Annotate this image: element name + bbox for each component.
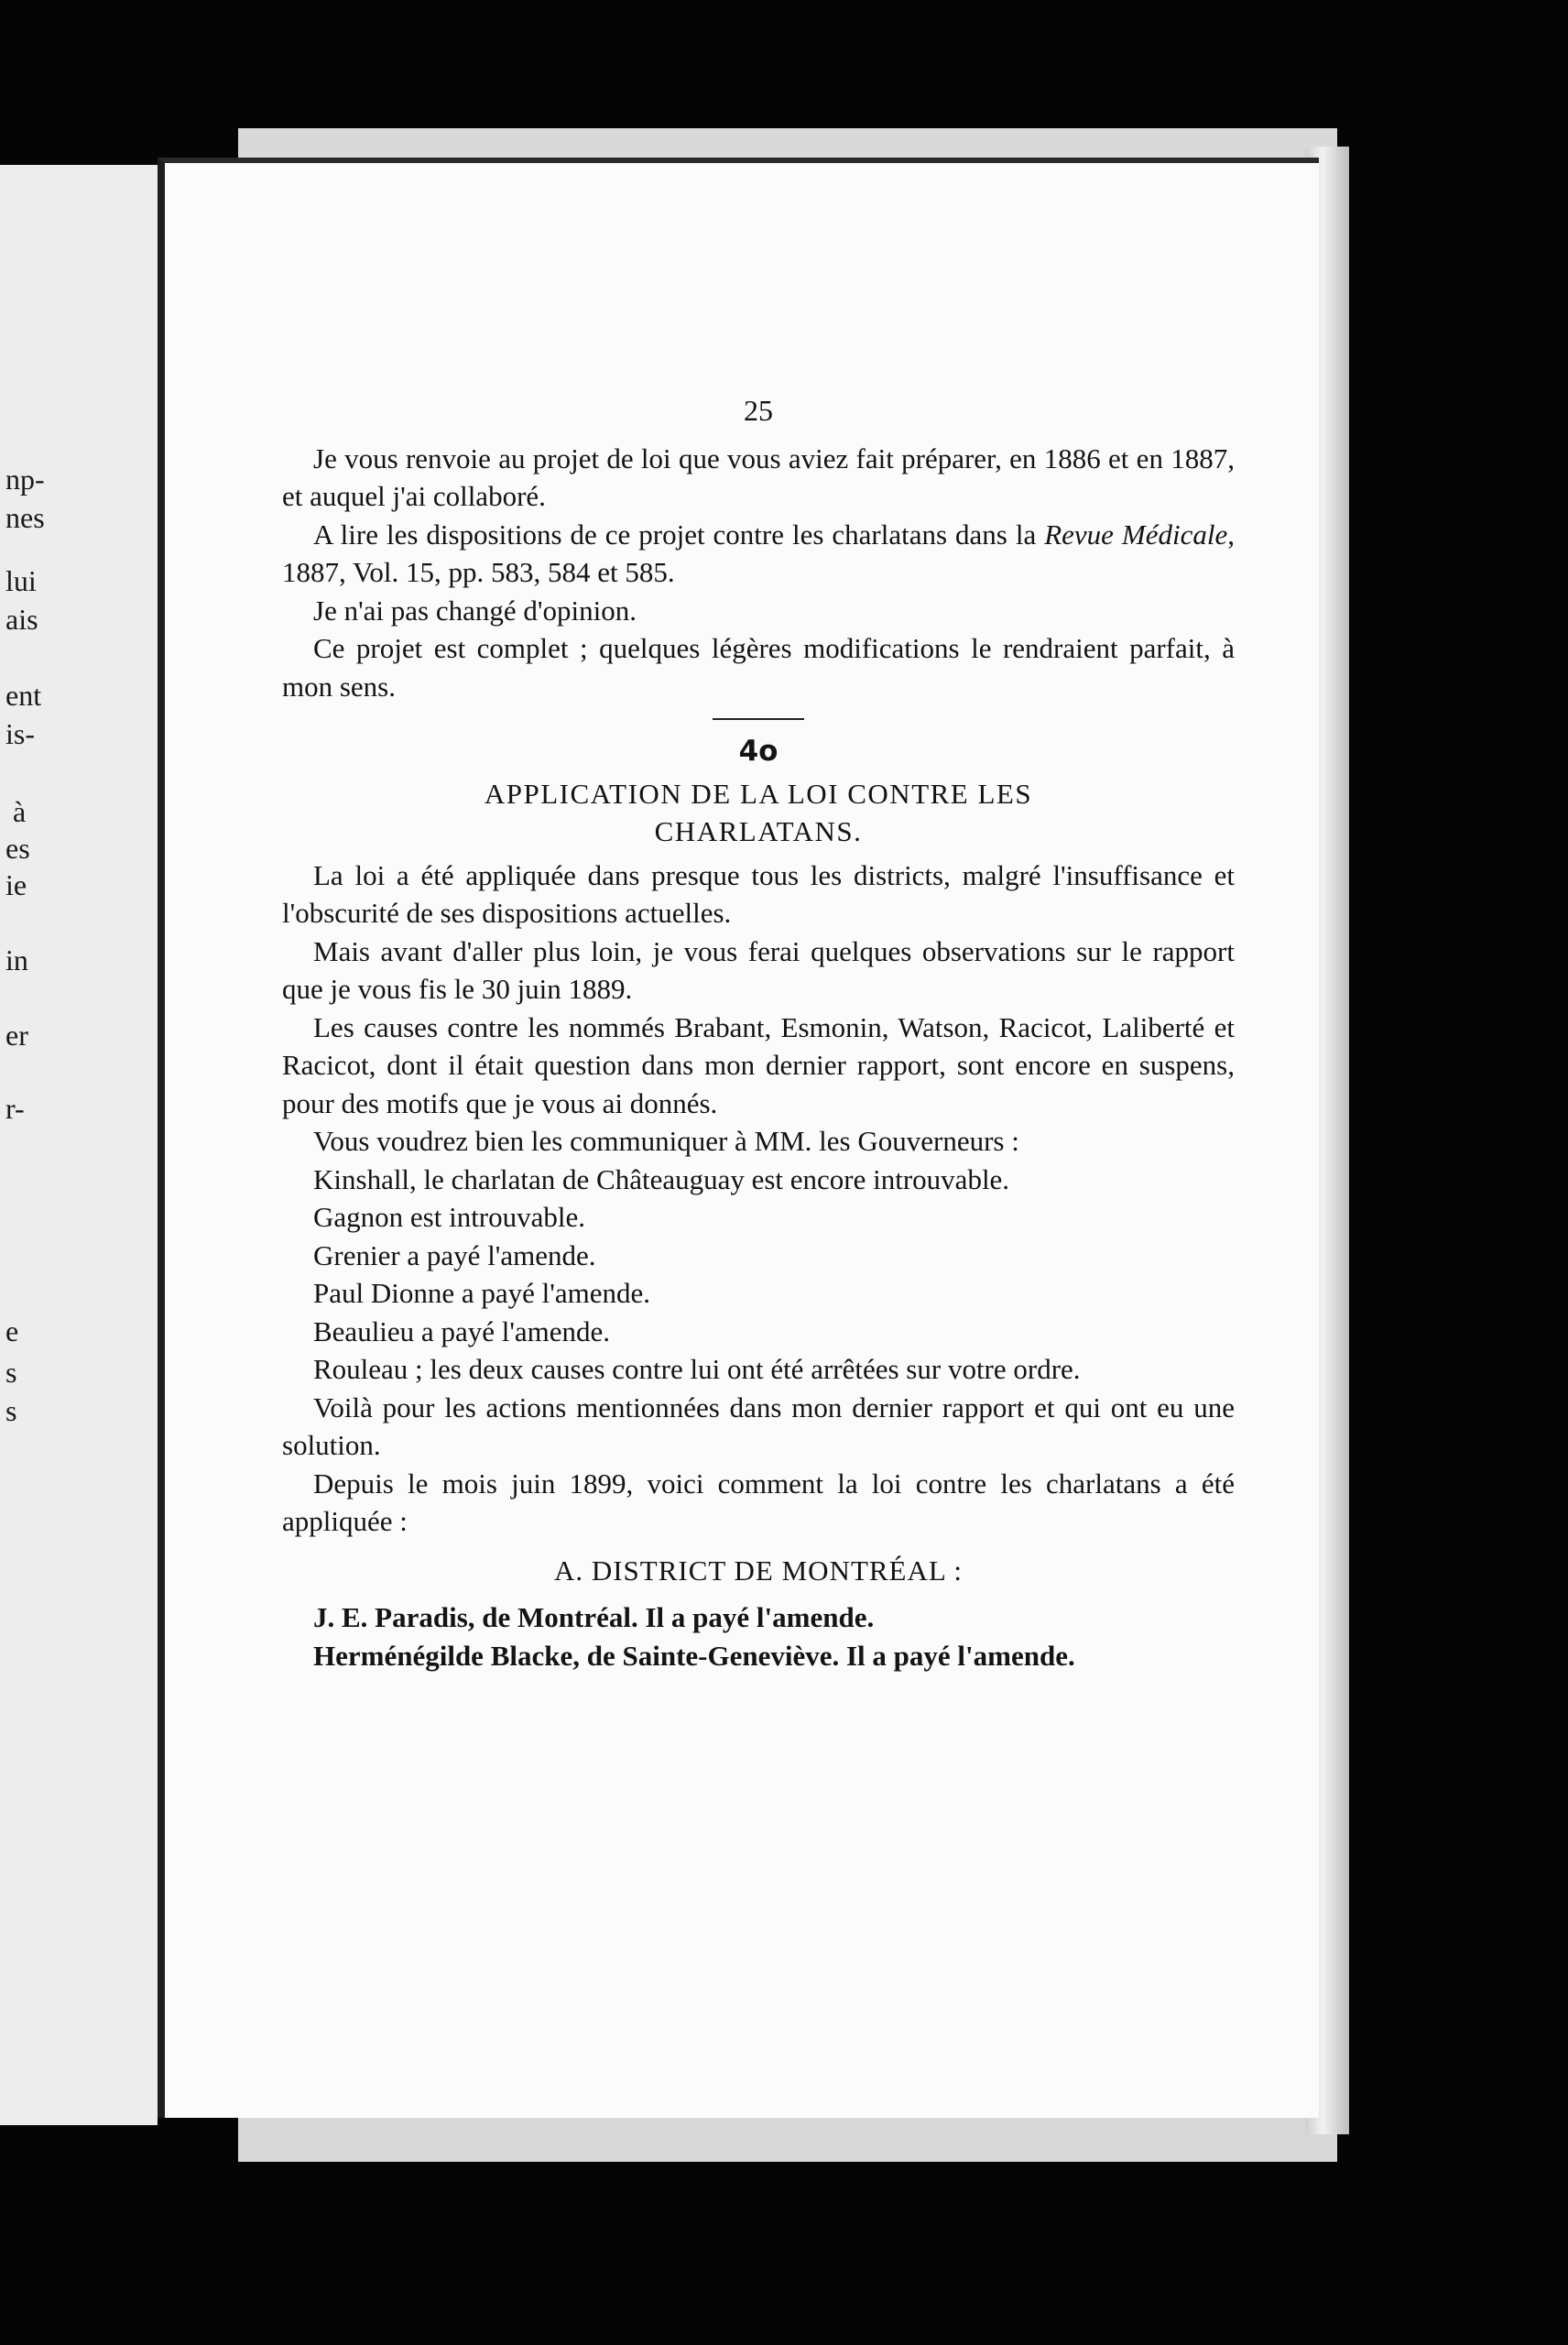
- paragraph: Depuis le mois juin 1899, voici comment la loi contre les charlatans a été appliquée :: [282, 1467, 1235, 1537]
- paragraph: Vous voudrez bien les communiquer à MM. les Gouverneurs :: [313, 1125, 1019, 1157]
- paragraph: Ce projet est complet ; quelques légères modifications le rendraient parfait, à mon sens.: [282, 632, 1235, 703]
- section-title-line: CHARLATANS.: [654, 815, 863, 847]
- fragment: er: [5, 1019, 28, 1052]
- paragraph: Kinshall, le charlatan de Châteauguay est encore introuvable.: [313, 1162, 1010, 1195]
- fragment: es: [5, 832, 30, 865]
- text-run: , 1887, Vol. 15, pp. 583, 584 et 585.: [282, 518, 1235, 588]
- paragraph: Rouleau ; les deux causes contre lui ont été arrêtées sur votre ordre.: [313, 1353, 1081, 1385]
- fragment: s: [5, 1394, 17, 1427]
- fragment: ie: [5, 868, 27, 901]
- page-text: [282, 392, 1235, 1674]
- journal-title: Revue Médicale: [1044, 518, 1228, 551]
- fragment: nes: [5, 501, 45, 534]
- page-number: 25: [744, 394, 773, 427]
- paragraph: Mais avant d'aller plus loin, je vous ferai quelques observations sur le rapport que je vous fis le 30 juin 1889.: [282, 934, 1235, 1005]
- paragraph: Gagnon est introuvable.: [313, 1201, 586, 1233]
- paragraph: Beaulieu a payé l'amende.: [313, 1314, 611, 1347]
- fragment: à: [13, 795, 27, 828]
- fragment: np-: [5, 463, 45, 496]
- paragraph: [282, 516, 1235, 592]
- fragment: e: [5, 1314, 19, 1347]
- paragraph: Voilà pour les actions mentionnées dans mon dernier rapport et qui ont eu une solution.: [282, 1391, 1235, 1461]
- section-title: [282, 775, 1235, 851]
- district-heading: A. DISTRICT DE MONTRÉAL :: [553, 1554, 964, 1587]
- paragraph: Je n'ai pas changé d'opinion.: [313, 594, 637, 627]
- section-divider: [713, 718, 804, 720]
- fragment: ais: [5, 603, 38, 636]
- fragment: is-: [5, 717, 35, 750]
- document-page: [158, 158, 1319, 2118]
- text-run: A lire les dispositions de ce projet contre les charlatans dans la: [313, 518, 1045, 551]
- district-entry: J. E. Paradis, de Montréal. Il a payé l'amende.: [313, 1601, 875, 1633]
- fragment: ent: [5, 679, 42, 712]
- adjacent-page-fragments: [0, 403, 137, 1530]
- fragment: lui: [5, 564, 37, 597]
- section-title-line: APPLICATION DE LA LOI CONTRE LES: [484, 777, 1033, 810]
- fragment: in: [5, 943, 28, 976]
- district-entry: Herménégilde Blacke, de Sainte-Geneviève. Il a payé l'amende.: [313, 1639, 1075, 1672]
- paragraph: Grenier a payé l'amende.: [313, 1238, 596, 1271]
- paragraph: Je vous renvoie au projet de loi que vous aviez fait préparer, en 1886 et en 1887, et auquel j'ai collaboré.: [282, 442, 1235, 512]
- paragraph: La loi a été appliquée dans presque tous les districts, malgré l'insuffisance et l'obscurité de ses dispositions actuelles.: [282, 858, 1235, 929]
- paragraph: Les causes contre les nommés Brabant, Esmonin, Watson, Racicot, Laliberté et Racicot, dont il était question dans mon dernier rapport, sont encore en suspens, pour des motifs que je vous ai donnés.: [282, 1010, 1235, 1119]
- fragment: r-: [5, 1092, 25, 1125]
- paragraph: Paul Dionne a payé l'amende.: [313, 1277, 650, 1309]
- fragment: s: [5, 1356, 17, 1389]
- section-number: 4o: [738, 735, 779, 768]
